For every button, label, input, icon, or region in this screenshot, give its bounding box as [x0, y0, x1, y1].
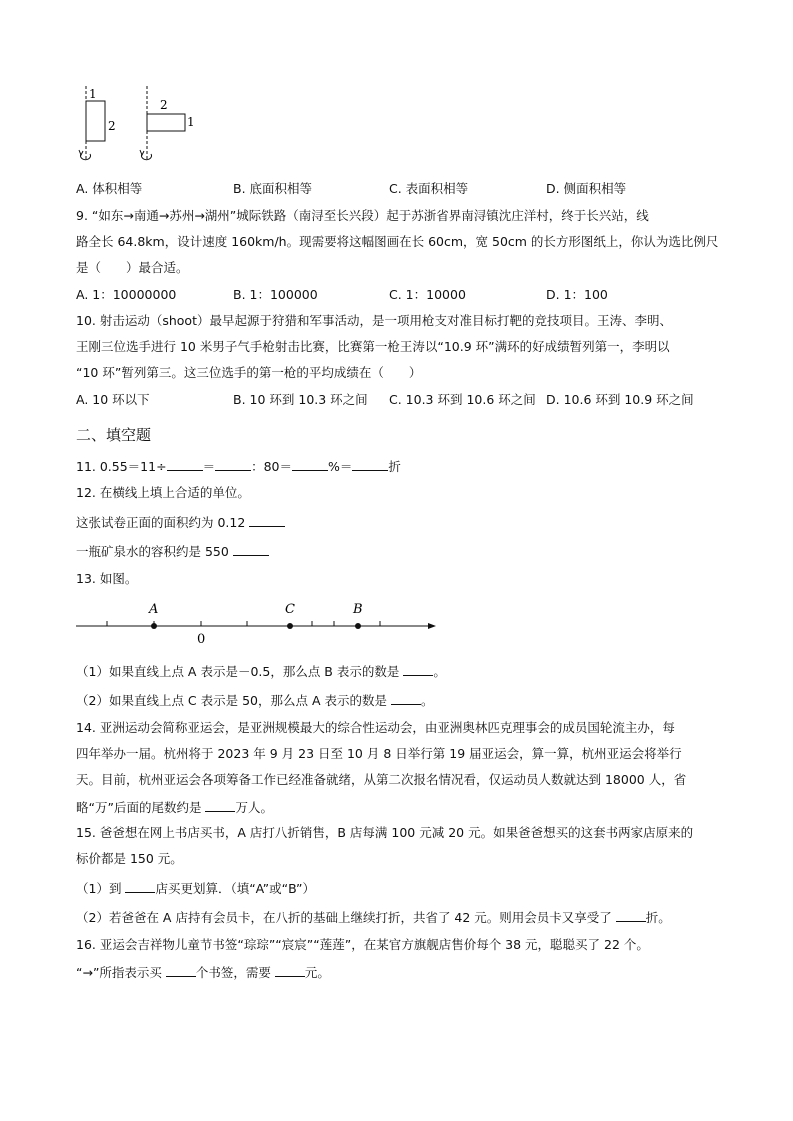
label-zero: 0	[197, 632, 206, 647]
q16-blank-2[interactable]	[275, 964, 305, 977]
q12-title: 12. 在横线上填上合适的单位。	[76, 485, 250, 500]
q11-line	[76, 458, 401, 475]
q11-part-3: ：80＝	[251, 459, 292, 474]
number-line-arrow-icon	[428, 623, 436, 629]
q9-line-3: 是（ ）最合适。	[76, 260, 189, 275]
q13-title: 13. 如图。	[76, 571, 138, 586]
q14-line-4-text: 略“万”后面的尾数约是	[76, 800, 202, 815]
q9-option-a: A. 1：10000000	[76, 287, 177, 302]
q14-line-3: 天。目前，杭州亚运会各项筹备工作已经准备就绪，从第二次报名情况看，仅运动员人数就达到 18000 人，省	[76, 772, 687, 787]
q8-option-c: C. 表面积相等	[389, 181, 469, 196]
q9-option-d: D. 1：100	[546, 287, 608, 302]
q16-line-1: 16. 亚运会吉祥物儿童节书签“琮琮”“宸宸”“莲莲”，在某官方旗舰店售价每个 38 元，聪聪买了 22 个。	[76, 937, 649, 952]
q8-option-a: A. 体积相等	[76, 181, 143, 196]
section-title: 二、填空题	[76, 426, 152, 444]
q15-sub-1-text: （1）到	[76, 881, 122, 896]
q13-blank-1[interactable]	[403, 663, 433, 676]
q15-blank-1[interactable]	[125, 880, 155, 893]
label-c: C	[285, 602, 295, 617]
q12-line-1-text: 这张试卷正面的面积约为 0.12	[76, 515, 246, 530]
q16-part-1: “→”所指表示买	[76, 965, 162, 980]
q10-line-2: 王刚三位选手进行 10 米男子气手枪射击比赛，比赛第一枪王涛以“10.9 环”满环的好成绩暂列第一，李明以	[76, 339, 670, 354]
q11-part-1: 11. 0.55＝11÷	[76, 459, 167, 474]
q11-part-5: 折	[388, 459, 401, 474]
q15-blank-2[interactable]	[616, 909, 646, 922]
number-line	[70, 596, 445, 648]
q11-blank-3[interactable]	[292, 458, 328, 471]
q9-line-2: 路全长 64.8km，设计速度 160km/h。现需要将这幅图画在长 60cm，宽 50cm 的长方形图纸上，你认为选比例尺	[76, 234, 719, 249]
q13-blank-2[interactable]	[391, 692, 421, 705]
right-rect-side-label: 1	[187, 115, 195, 129]
q14-line-2: 四年举办一届。杭州将于 2023 年 9 月 23 日至 10 月 8 日举行第 19 届亚运会，算一算，杭州亚运会将举行	[76, 746, 682, 761]
q10-option-c: C. 10.3 环到 10.6 环之间	[389, 392, 536, 407]
label-a: A	[149, 602, 159, 617]
q12-line-2	[76, 543, 269, 560]
q10-option-b: B. 10 环到 10.3 环之间	[233, 392, 368, 407]
q16-line-2	[76, 964, 330, 981]
q10-line-3: “10 环”暂列第三。这三位选手的第一枪的平均成绩在（ ）	[76, 365, 422, 380]
q12-line-1	[76, 514, 285, 531]
q13-sub-1	[76, 663, 446, 680]
q15-sub-1	[76, 880, 315, 897]
q12-blank-1[interactable]	[249, 514, 285, 527]
q13-sub-1-end: 。	[433, 664, 446, 679]
q16-part-2: 个书签，需要	[195, 965, 271, 980]
point-b	[355, 623, 361, 629]
q8-option-d: D. 侧面积相等	[546, 181, 627, 196]
right-rect-top-label: 2	[160, 98, 168, 112]
rotation-figure	[70, 84, 210, 166]
q13-sub-2	[76, 692, 434, 709]
q15-sub-2-end: 折。	[645, 910, 671, 925]
q13-sub-2-end: 。	[421, 693, 434, 708]
q9-line-1: 9. “如东→南通→苏州→湖州”城际铁路（南浔至长兴段）起于苏浙省界南浔镇沈庄洋村，终于长兴站，线	[76, 208, 649, 223]
q11-blank-4[interactable]	[352, 458, 388, 471]
q14-line-4-end: 万人。	[235, 800, 273, 815]
label-b: B	[353, 602, 363, 617]
q16-blank-1[interactable]	[166, 964, 196, 977]
q14-line-4	[76, 799, 273, 816]
q15-sub-2-text: （2）若爸爸在 A 店持有会员卡，在八折的基础上继续打折，共省了 42 元。则用会员卡又享受了	[76, 910, 612, 925]
q8-option-b: B. 底面积相等	[233, 181, 313, 196]
q11-part-2: ＝	[202, 459, 216, 474]
q10-line-1: 10. 射击运动（shoot）最早起源于狩猎和军事活动，是一项用枪支对准目标打靶的竞技项目。王涛、李明、	[76, 313, 672, 328]
point-a	[151, 623, 157, 629]
q15-line-1: 15. 爸爸想在网上书店买书，A 店打八折销售，B 店每满 100 元减 20 元。如果爸爸想买的这套书两家店原来的	[76, 825, 694, 840]
q14-line-1: 14. 亚洲运动会简称亚运会，是亚洲规模最大的综合性运动会，由亚洲奥林匹克理事会的成员国轮流主办，每	[76, 720, 675, 735]
q14-blank[interactable]	[205, 799, 235, 812]
q16-part-3: 元。	[304, 965, 330, 980]
q10-option-d: D. 10.6 环到 10.9 环之间	[546, 392, 694, 407]
q13-sub-1-text: （1）如果直线上点 A 表示是－0.5，那么点 B 表示的数是	[76, 664, 400, 679]
q11-blank-1[interactable]	[167, 458, 203, 471]
q15-sub-2	[76, 909, 671, 926]
q9-option-c: C. 1：10000	[389, 287, 466, 302]
q10-option-a: A. 10 环以下	[76, 392, 150, 407]
q11-blank-2[interactable]	[215, 458, 251, 471]
point-c	[287, 623, 293, 629]
q9-option-b: B. 1：100000	[233, 287, 318, 302]
left-rect-side-label: 2	[108, 119, 116, 133]
left-rect-top-label: 1	[89, 87, 97, 101]
q13-sub-2-text: （2）如果直线上点 C 表示是 50，那么点 A 表示的数是	[76, 693, 388, 708]
q11-part-4: %＝	[328, 459, 353, 474]
q12-line-2-text: 一瓶矿泉水的容积约是 550	[76, 544, 229, 559]
q15-line-2: 标价都是 150 元。	[76, 851, 183, 866]
q12-blank-2[interactable]	[233, 543, 269, 556]
q15-sub-1-end: 店买更划算．（填“A”或“B”）	[155, 881, 315, 896]
